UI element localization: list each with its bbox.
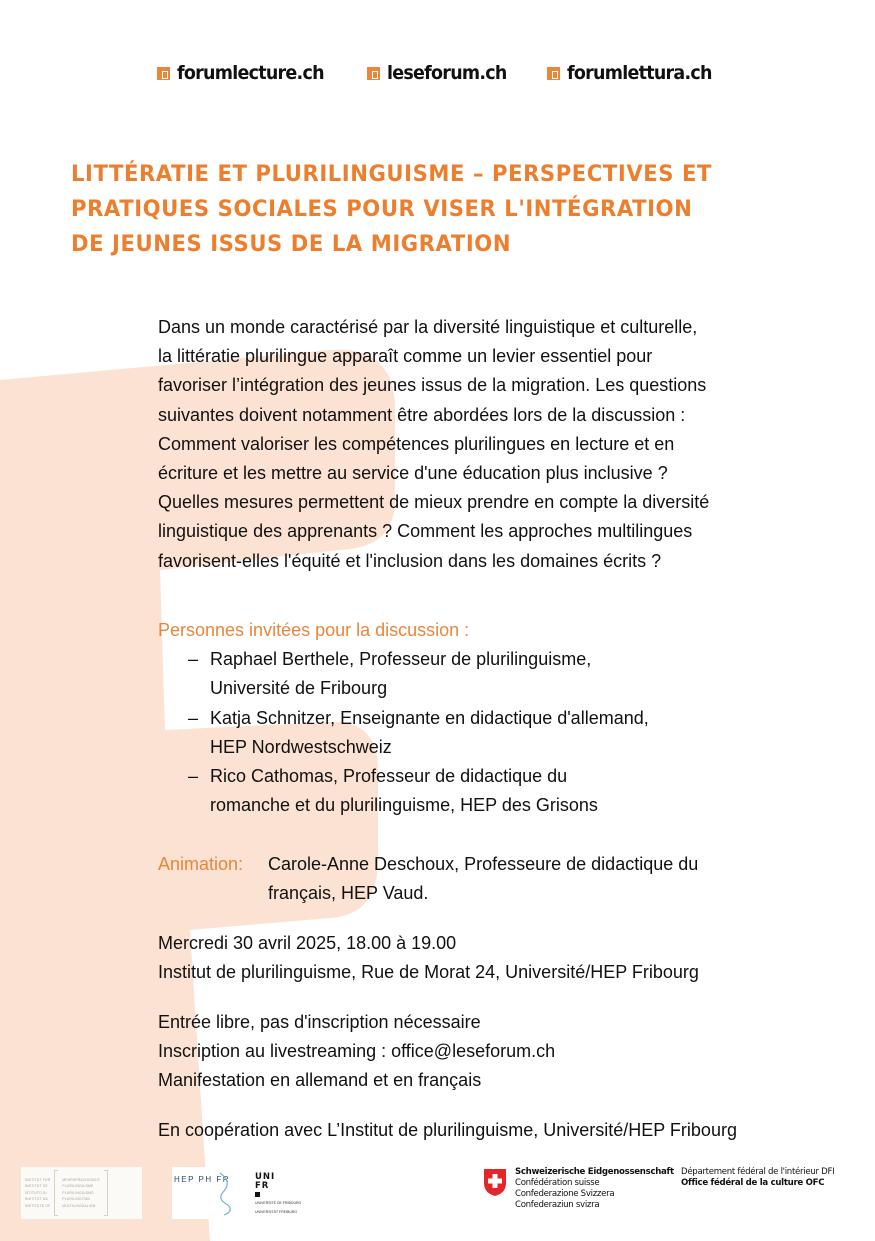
unifr-logo: UNI FR UNIVERSITÉ DE FRIBOURG UNIVERSITÄT FREIBURG xyxy=(255,1172,302,1214)
swiss-shield-icon xyxy=(483,1167,507,1197)
intro-line: Quelles mesures permettent de mieux prendre en compte la diversité xyxy=(158,492,710,513)
site-leseforum xyxy=(367,62,517,84)
guest-line: Katja Schnitzer, Enseignante en didactique d'allemand, xyxy=(210,707,649,728)
livestream-info[interactable]: Inscription au livestreaming : office@leseforum.ch xyxy=(158,1041,556,1062)
forumlecture-logo-icon xyxy=(157,67,170,80)
wave-icon xyxy=(216,1171,236,1217)
hep-ph-fr-logo xyxy=(172,1167,238,1219)
forumlettura-logo-icon xyxy=(547,67,560,80)
event-details xyxy=(158,929,699,987)
intro-line: Comment valoriser les compétences plurilingues en lecture et en xyxy=(158,433,675,454)
title-line: PRATIQUES SOCIALES POUR VISER L'INTÉGRATION xyxy=(71,196,693,222)
animation-line: français, HEP Vaud. xyxy=(268,883,429,904)
guests-heading: Personnes invitées pour la discussion : xyxy=(158,620,470,640)
site-name: forumlettura.ch xyxy=(567,62,712,84)
title-line: LITTÉRATIE ET PLURILINGUISME – PERSPECTIVES ET xyxy=(71,161,712,187)
department-info xyxy=(681,1167,834,1189)
guest-item xyxy=(158,762,649,820)
intro-paragraph xyxy=(158,313,709,576)
guests-section xyxy=(158,616,649,820)
intro-line: la littératie plurilingue apparaît comme un levier essentiel pour xyxy=(158,346,653,367)
guest-line: Raphael Berthele, Professeur de plurilinguisme, xyxy=(210,649,592,670)
animation-line: Carole-Anne Deschoux, Professeure de didactique du xyxy=(268,854,699,874)
guest-item xyxy=(158,704,649,762)
info-line: Manifestation en allemand et en français xyxy=(158,1070,482,1091)
list-dash: – xyxy=(188,707,199,728)
intro-line: favoriser l’intégration des jeunes issus de la migration. Les questions xyxy=(158,375,707,396)
animation-label: Animation: xyxy=(158,854,244,874)
guest-line: romanche et du plurilinguisme, HEP des Grisons xyxy=(210,795,598,816)
guest-line: Université de Fribourg xyxy=(210,678,388,699)
event-date: Mercredi 30 avril 2025, 18.00 à 19.00 xyxy=(158,933,457,953)
site-forumlettura xyxy=(547,62,724,84)
event-place: Institut de plurilinguisme, Rue de Morat 24, Université/HEP Fribourg xyxy=(158,962,699,983)
square-icon xyxy=(255,1192,260,1197)
hep-logo-text: HEP PH FR xyxy=(174,1175,231,1184)
office-name: Office fédéral de la culture OFC xyxy=(681,1178,825,1188)
info-section xyxy=(158,1008,555,1096)
list-dash: – xyxy=(188,766,199,787)
list-dash: – xyxy=(188,649,199,670)
cooperation-line: En coopération avec L’Institut de plurilinguisme, Université/HEP Fribourg xyxy=(158,1120,737,1140)
intro-line: écriture et les mettre au service d'une éducation plus inclusive ? xyxy=(158,463,668,484)
intro-line: linguistique des apprenants ? Comment les approches multilingues xyxy=(158,521,693,542)
institute-plurilingualism-logo: INSTITUT FÜR INSTITUT DE ISTITUTO DI INSTITUT DA INSTITUTE OF MEHRSPRACHIGKEIT PLURILINGUISME PLURILINGUISMO PLURILINGITAD MULTILINGUALISM xyxy=(21,1167,142,1219)
leseforum-logo-icon xyxy=(367,67,380,80)
guest-item xyxy=(158,645,649,703)
intro-line: Dans un monde caractérisé par la diversité linguistique et culturelle, xyxy=(158,317,698,337)
guest-line: Rico Cathomas, Professeur de didactique du xyxy=(210,766,568,787)
animation-section xyxy=(158,850,698,908)
bracket-icon xyxy=(104,1170,108,1216)
site-name: leseforum.ch xyxy=(387,62,507,84)
department-name: Département fédéral de l'intérieur DFI xyxy=(681,1167,835,1177)
page-title xyxy=(71,157,785,262)
title-line: DE JEUNES ISSUS DE LA MIGRATION xyxy=(71,231,512,257)
site-name: forumlecture.ch xyxy=(177,62,324,84)
guest-line: HEP Nordwestschweiz xyxy=(210,736,392,757)
intro-line: favorisent-elles l'équité et l'inclusion dans les domaines écrits ? xyxy=(158,550,662,571)
site-forumlecture xyxy=(157,62,337,84)
bracket-icon xyxy=(54,1170,58,1216)
info-line: Entrée libre, pas d'inscription nécessaire xyxy=(158,1012,481,1032)
swiss-confederation-logo: Schweizerische Eidgenossenschaft Confédération suisse Confederazione Svizzera Confederaziun svizra xyxy=(483,1167,674,1211)
intro-line: suivantes doivent notamment être abordées lors de la discussion : xyxy=(158,404,686,425)
